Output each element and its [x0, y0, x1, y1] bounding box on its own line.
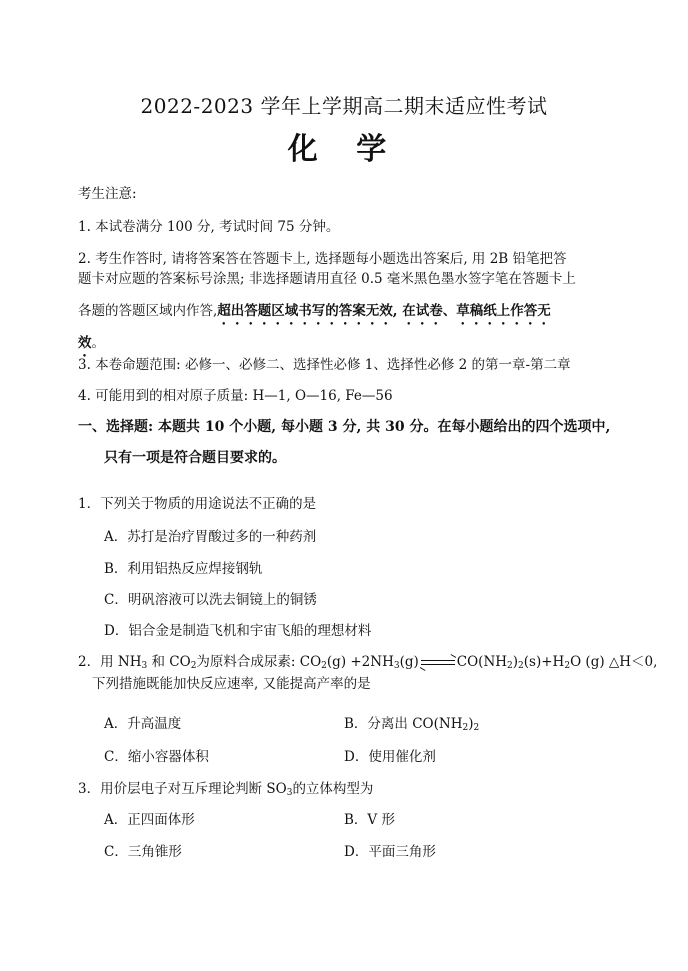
q1-option-d: D．铝合金是制造飞机和宇宙飞船的理想材料	[104, 623, 372, 639]
q3-text: 3．用价层电子对互斥理论判断 SO	[78, 781, 287, 797]
q2-sub: 3	[393, 661, 400, 671]
q2-stem-line-2: 下列措施既能加快反应速率, 又能提高产率的是	[92, 676, 371, 692]
q1-option-a: A．苏打是治疗胃酸过多的一种药剂	[104, 529, 317, 545]
notice-period: 。	[91, 335, 105, 351]
q2-text: O (g) △H＜0,	[570, 654, 658, 670]
notice-item-2-line-3	[78, 299, 551, 328]
q2-b-text: B．分离出 CO(NH	[344, 716, 463, 732]
q2-option-d: D．使用催化剂	[344, 749, 436, 765]
q2-text: (g)	[399, 654, 419, 670]
q2-sub: 2	[507, 661, 513, 671]
notice-heading: 考生注意:	[78, 186, 137, 202]
q3-text: 的立体构型为	[292, 781, 374, 797]
notice-item-4: 4. 可能用到的相对原子质量: H—1, O—16, Fe—56	[78, 388, 393, 404]
q2-b-sub: 2	[473, 723, 480, 733]
q3-option-c: C．三角锥形	[104, 844, 182, 860]
notice-emphasis-end: 效	[78, 335, 92, 351]
q1-stem: 1．下列关于物质的用途说法不正确的是	[78, 496, 317, 512]
q2-b-text: )	[468, 716, 474, 732]
q2-text: 为原料合成尿素: CO	[196, 654, 322, 670]
q2-option-a: A．升高温度	[104, 716, 182, 732]
q3-option-d: D．平面三角形	[344, 844, 436, 860]
q2-option-b	[344, 712, 479, 733]
q2-text: )	[512, 654, 519, 670]
q2-text: (g) +2NH	[326, 654, 394, 670]
q2-text: 2．用 NH	[78, 654, 142, 670]
q2-sub: 3	[141, 661, 148, 671]
notice-item-3: 3. 本卷命题范围: 必修一、必修二、选择性必修 1、选择性必修 2 的第一章-第二章	[78, 357, 571, 373]
q2-text: CO(NH	[456, 654, 508, 670]
q2-option-c: C．缩小容器体积	[104, 749, 209, 765]
notice-item-2-line-2: 题卡对应题的答案标号涂黑; 非选择题请用直径 0.5 毫米黑色墨水签字笔在答题卡上	[78, 271, 576, 287]
q2-sub: 2	[190, 661, 197, 671]
q2-stem	[78, 650, 657, 671]
q2-sub: 2	[564, 661, 571, 671]
q2-sub: 2	[321, 661, 327, 671]
q3-option-b: B．V 形	[344, 812, 395, 828]
q3-stem	[78, 777, 373, 798]
q3-sub: 3	[286, 788, 293, 798]
q1-option-b: B．利用铝热反应焊接钢轨	[104, 561, 263, 577]
exam-title: 2022-2023 学年上学期高二期末适应性考试	[140, 94, 548, 118]
q2-text: 和 CO	[147, 654, 191, 670]
q2-sub: 2	[518, 661, 524, 671]
notice-item-1: 1. 本试卷满分 100 分, 考试时间 75 分钟。	[78, 219, 340, 235]
section-1-heading-cont: 只有一项是符合题目要求的。	[104, 450, 286, 466]
equilibrium-arrow-icon	[421, 658, 455, 668]
subject-title: 化 学	[287, 132, 401, 167]
q2-text: (s)+H	[523, 654, 565, 670]
q2-b-sub: 2	[462, 723, 469, 733]
q3-option-a: A．正四面体形	[104, 812, 195, 828]
notice-item-2-line-1: 2. 考生作答时, 请将答案答在答题卡上, 选择题每小题选出答案后, 用 2B 铅笔把答	[78, 251, 567, 267]
notice-emphasis-text: 超出答题区域书写的答案无效, 在试卷、草稿纸上作答无	[217, 303, 551, 319]
section-1-heading: 一、选择题: 本题共 10 个小题, 每小题 3 分, 共 30 分。在每小题给出的四个选项中,	[78, 419, 611, 435]
q1-option-c: C．明矾溶液可以洗去铜镜上的铜锈	[104, 592, 317, 608]
notice-normal-text: 各题的答题区域内作答,	[78, 303, 218, 319]
